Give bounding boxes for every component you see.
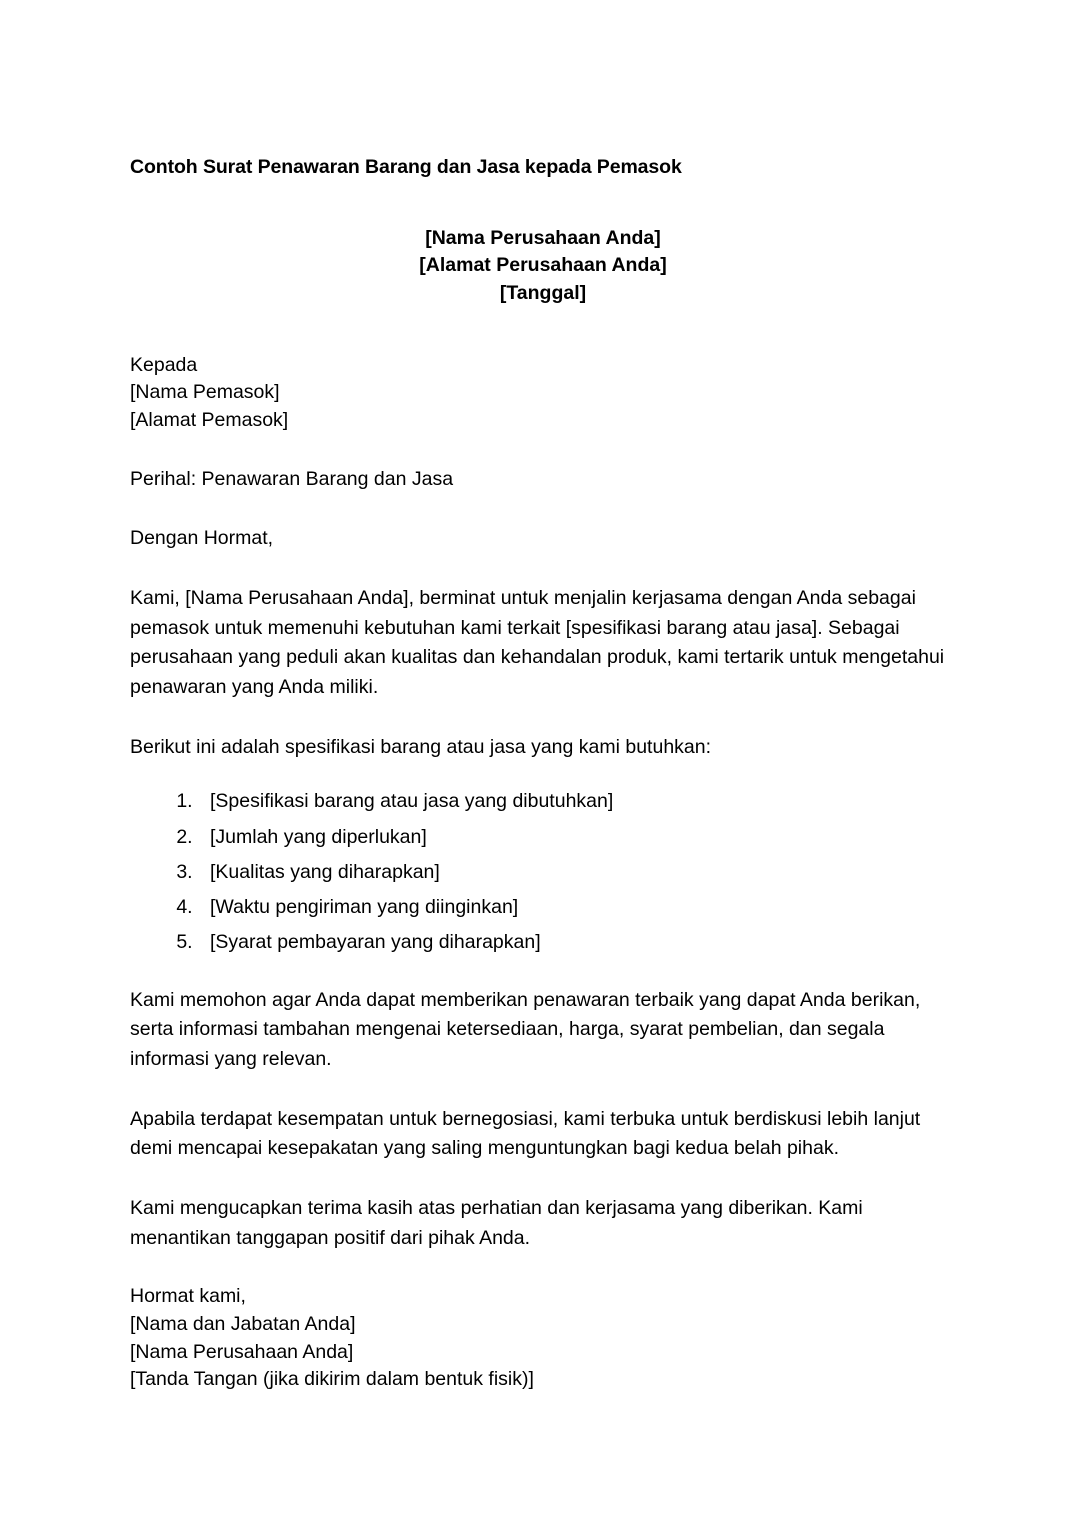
recipient-supplier-name: [Nama Pemasok] (130, 381, 280, 404)
spacer (130, 1253, 956, 1283)
spacer (130, 1075, 956, 1105)
spacer (130, 435, 956, 465)
list-item: 4. [Waktu pengiriman yang diinginkan] (198, 894, 956, 920)
recipient-salutation-label: Kepada (130, 353, 198, 376)
list-item: 2. [Jumlah yang diperlukan] (198, 824, 956, 850)
recipient-block (130, 352, 956, 435)
spacer (130, 1164, 956, 1194)
spacer (130, 494, 956, 524)
intro-paragraph: Kami, [Nama Perusahaan Anda], berminat untuk menjalin kerjasama dengan Anda sebagai pemasok untuk memenuhi kebutuhan kami terkait [spesifikasi barang atau jasa]. Sebagai perusahaan yang peduli akan kualitas dan kehandalan produk, kami tertarik untuk mengetahui penawaran yang Anda miliki. (130, 587, 945, 698)
signature-name-and-title: [Nama dan Jabatan Anda] (130, 1312, 356, 1335)
spacer (130, 554, 956, 584)
signature-closing: Hormat kami, (130, 1285, 246, 1308)
negotiation-paragraph: Apabila terdapat kesempatan untuk bernegosiasi, kami terbuka untuk berdiskusi lebih lanjut demi mencapai kesepakatan yang saling menguntungkan bagi kedua belah pihak. (130, 1107, 921, 1160)
list-item: 5. [Syarat pembayaran yang diharapkan] (198, 929, 956, 955)
letterhead-company-address: [Alamat Perusahaan Anda] (419, 254, 667, 277)
signature-note: [Tanda Tangan (jika dikirim dalam bentuk fisik)] (130, 1368, 534, 1391)
page-title: Contoh Surat Penawaran Barang dan Jasa kepada Pemasok (130, 156, 682, 178)
letter-body (130, 155, 956, 1394)
subject-line: Perihal: Penawaran Barang dan Jasa (130, 467, 454, 490)
specification-list (130, 788, 956, 956)
recipient-supplier-address: [Alamat Pemasok] (130, 409, 289, 432)
signature-block (130, 1283, 956, 1394)
spacer (130, 956, 956, 986)
list-item: 1. [Spesifikasi barang atau jasa yang dibutuhkan] (198, 788, 956, 814)
spacer (130, 308, 956, 352)
spacer (130, 703, 956, 733)
greeting-line: Dengan Hormat, (130, 527, 274, 550)
list-item: 3. [Kualitas yang diharapkan] (198, 859, 956, 885)
spec-list-intro: Berikut ini adalah spesifikasi barang atau jasa yang kami butuhkan: (130, 735, 712, 758)
letterhead-block (130, 181, 956, 308)
spacer (130, 762, 956, 788)
signature-company-name: [Nama Perusahaan Anda] (130, 1340, 354, 1363)
letterhead-company-name: [Nama Perusahaan Anda] (425, 226, 661, 249)
request-paragraph: Kami memohon agar Anda dapat memberikan penawaran terbaik yang dapat Anda berikan, serta informasi tambahan mengenai ketersediaan, harga, syarat pembelian, dan segala informasi yang relevan. (130, 988, 921, 1071)
letterhead-date: [Tanggal] (499, 282, 587, 305)
closing-paragraph: Kami mengucapkan terima kasih atas perhatian dan kerjasama yang diberikan. Kami menantikan tanggapan positif dari pihak Anda. (130, 1196, 863, 1249)
